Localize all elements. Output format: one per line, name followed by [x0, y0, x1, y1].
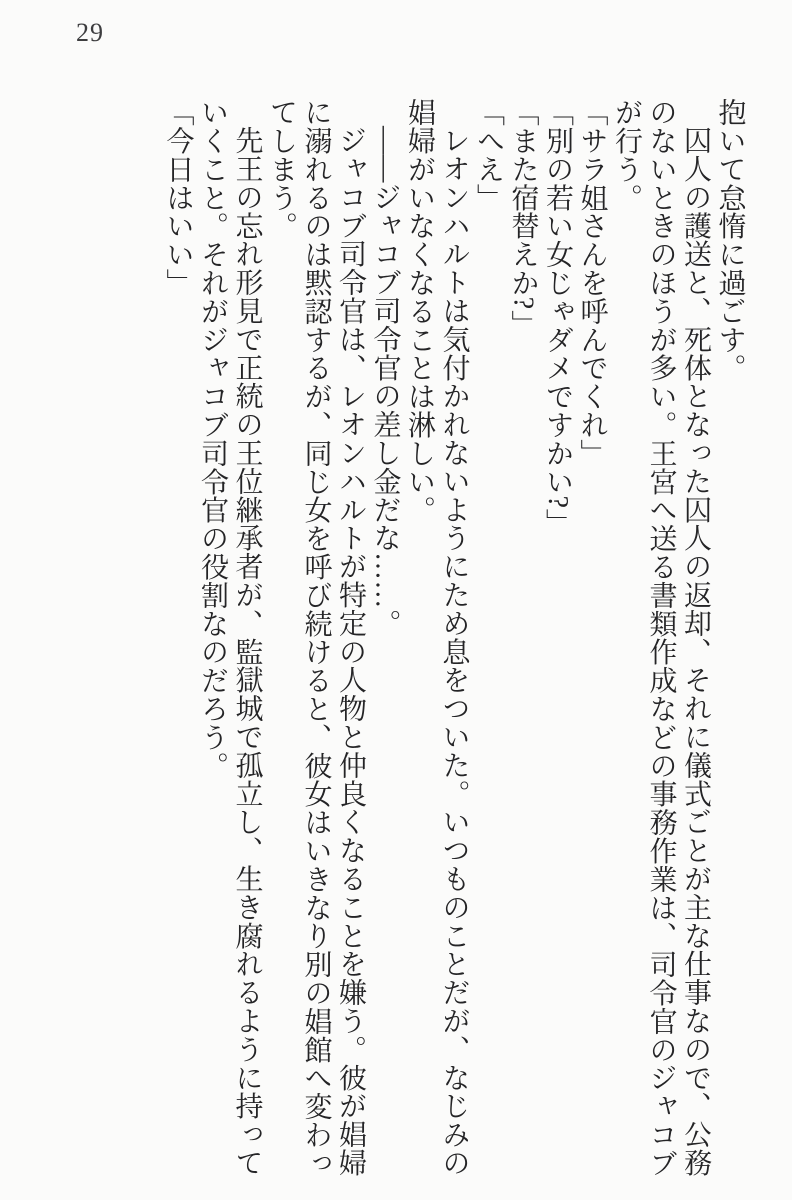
text-line: 先王の忘れ形見で正統の王位継承者が、監獄城で孤立し、生き腐れるように持って [231, 126, 263, 1177]
text-line-inner-monologue: ――ジャコブ司令官の差し金だな……。 [369, 126, 401, 638]
text-line: ジャコブ司令官は、レオンハルトが特定の人物と仲良くなることを嫌う。彼が娼婦 [335, 126, 366, 1177]
text-line: いくこと。それがジャコブ司令官の役割なのだろう。 [197, 98, 228, 780]
text-line: 娼婦がいなくなることは淋しい。 [404, 98, 435, 524]
text-line: てしまう。 [266, 98, 297, 240]
text-line: が行う。 [611, 98, 642, 212]
text-line: 囚人の護送と、死体となった囚人の返却、それに儀式ごとが主な仕事なので、公務 [680, 126, 711, 1177]
text-line: のないときのほうが多い。王宮へ送る書類作成などの事務作業は、司令官のジャコブ [645, 98, 677, 1178]
text-line-dialogue: 「へえ」 [473, 98, 504, 212]
vertical-text-block [157, 98, 750, 1178]
text-line: に溺れるのは黙認するが、同じ女を呼び続けると、彼女はいきなり別の娼館へ変わっ [300, 98, 332, 1178]
text-line-dialogue: 「今日はいい」 [162, 98, 194, 297]
text-line-dialogue: 「サラ姐さんを呼んでくれ」 [576, 98, 608, 468]
text-line-dialogue: 「別の若い女じゃダメですかい?」 [542, 98, 573, 537]
text-line: 抱いて怠惰に過ごす。 [714, 98, 746, 382]
page-number: 29 [76, 18, 104, 47]
text-line: レオンハルトは気付かれないようにため息をついた。いつものことだが、なじみの [438, 126, 470, 1177]
text-line-dialogue: 「また宿替えか?」 [507, 98, 539, 339]
